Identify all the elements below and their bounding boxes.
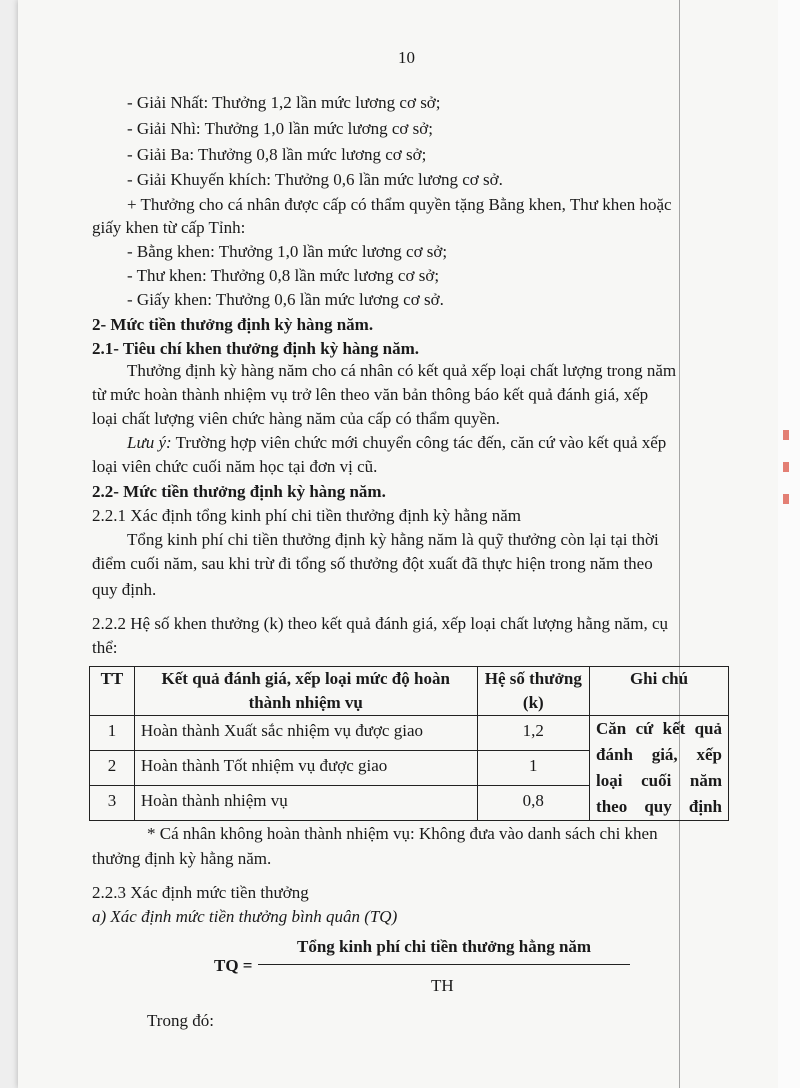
fund-paragraph-2: điểm cuối năm, sau khi trừ đi tổng số thưởng đột xuất đã thực hiện trong năm theo xyxy=(92,554,653,573)
formula-numerator: Tổng kinh phí chi tiền thưởng hằng năm xyxy=(297,937,592,956)
fraction-bar xyxy=(258,964,630,965)
row-coefficient: 1,2 xyxy=(477,716,589,751)
bang-khen-line: - Bằng khen: Thưởng 1,0 lần mức lương cơ sở; xyxy=(127,242,448,261)
section-2-2-1: 2.2.1 Xác định tổng kinh phí chi tiền thưởng định kỳ hằng năm xyxy=(92,506,521,525)
fund-paragraph-1: Tổng kinh phí chi tiền thưởng định kỳ hằng năm là quỹ thưởng còn lại tại thời xyxy=(127,530,659,549)
exclusion-note-2: thưởng định kỳ hằng năm. xyxy=(92,849,272,868)
row-tt: 2 xyxy=(90,751,135,786)
col-header-result: Kết quả đánh giá, xếp loại mức độ hoàn thành nhiệm vụ xyxy=(134,667,477,716)
heading-2-1: 2.1- Tiêu chí khen thưởng định kỳ hàng năm. xyxy=(92,339,419,358)
prize-third-line: - Giải Ba: Thưởng 0,8 lần mức lương cơ sở; xyxy=(127,145,427,164)
prize-second-line: - Giải Nhì: Thưởng 1,0 lần mức lương cơ sở; xyxy=(127,119,433,138)
scan-right-edge xyxy=(778,0,800,1088)
note-label: Lưu ý: xyxy=(127,433,172,452)
scan-left-edge xyxy=(0,0,18,1088)
row-tt: 1 xyxy=(90,716,135,751)
row-coefficient: 1 xyxy=(477,751,589,786)
scan-edge-marks xyxy=(783,430,795,526)
section-2-2-3-a: a) Xác định mức tiền thưởng bình quân (TQ) xyxy=(92,907,398,926)
section-2-2-2-cont: thể: xyxy=(92,638,118,657)
formula-denominator: TH xyxy=(431,976,454,995)
prize-first-line: - Giải Nhất: Thưởng 1,2 lần mức lương cơ sở; xyxy=(127,93,441,112)
row-tt: 3 xyxy=(90,786,135,821)
row-coefficient: 0,8 xyxy=(477,786,589,821)
where-label: Trong đó: xyxy=(147,1011,214,1030)
row-result: Hoàn thành Xuất sắc nhiệm vụ được giao xyxy=(134,716,477,751)
note-line-1 xyxy=(127,433,666,453)
heading-2: 2- Mức tiền thưởng định kỳ hàng năm. xyxy=(92,315,374,334)
section-2-2-3: 2.2.3 Xác định mức tiền thưởng xyxy=(92,883,309,902)
award-intro-cont: giấy khen từ cấp Tỉnh: xyxy=(92,218,246,237)
table-header-row xyxy=(90,667,729,716)
section-2-2-2: 2.2.2 Hệ số khen thưởng (k) theo kết quả đánh giá, xếp loại chất lượng hằng năm, cụ xyxy=(92,614,669,633)
fund-paragraph-3: quy định. xyxy=(92,580,157,599)
col-header-note: Ghi chú xyxy=(590,667,729,716)
prize-encouragement-line: - Giải Khuyến khích: Thưởng 0,6 lần mức lương cơ sở. xyxy=(127,170,503,189)
giay-khen-line: - Giấy khen: Thưởng 0,6 lần mức lương cơ sở. xyxy=(127,290,444,309)
thu-khen-line: - Thư khen: Thưởng 0,8 lần mức lương cơ sở; xyxy=(127,266,440,285)
table-row xyxy=(90,716,729,751)
note-line-2: loại viên chức cuối năm học tại đơn vị cũ. xyxy=(92,457,378,476)
scan-fold-line xyxy=(679,0,680,1088)
row-result: Hoàn thành Tốt nhiệm vụ được giao xyxy=(134,751,477,786)
col-header-coefficient: Hệ số thưởng (k) xyxy=(477,667,589,716)
col-header-tt: TT xyxy=(90,667,135,716)
award-intro-line: + Thưởng cho cá nhân được cấp có thẩm quyền tặng Bằng khen, Thư khen hoặc xyxy=(127,195,672,214)
table-note-cell: Căn cứ kết quả đánh giá, xếp loại cuối năm theo quy định xyxy=(590,716,729,821)
reward-coefficient-table xyxy=(89,666,729,821)
criteria-paragraph-3: loại chất lượng viên chức hàng năm của cấp có thẩm quyền. xyxy=(92,409,500,428)
row-result: Hoàn thành nhiệm vụ xyxy=(134,786,477,821)
heading-2-2: 2.2- Mức tiền thưởng định kỳ hàng năm. xyxy=(92,482,386,501)
formula-lhs: TQ = xyxy=(214,956,253,975)
exclusion-note-1: * Cá nhân không hoàn thành nhiệm vụ: Không đưa vào danh sách chi khen xyxy=(147,824,658,843)
criteria-paragraph-2: từ mức hoàn thành nhiệm vụ trở lên theo văn bản thông báo kết quả đánh giá, xếp xyxy=(92,385,649,404)
page-number: 10 xyxy=(398,48,415,67)
note-text: Trường hợp viên chức mới chuyển công tác đến, căn cứ vào kết quả xếp xyxy=(171,433,667,452)
criteria-paragraph-1: Thưởng định kỳ hàng năm cho cá nhân có kết quả xếp loại chất lượng trong năm xyxy=(127,361,677,380)
